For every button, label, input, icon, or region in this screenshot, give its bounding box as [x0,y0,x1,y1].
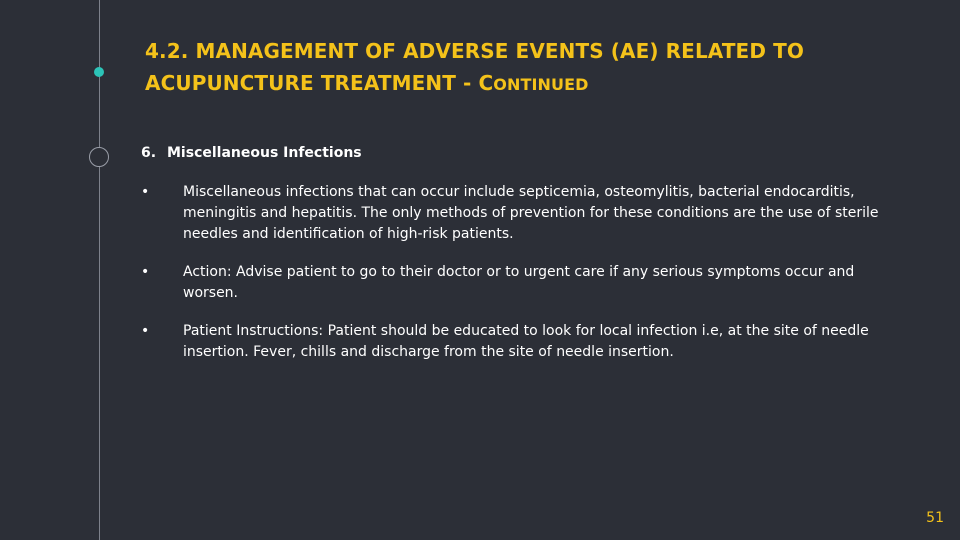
bullet-icon: • [141,184,150,200]
slide-title-main: 4.2. MANAGEMENT OF ADVERSE EVENTS (AE) RELATED TO ACUPUNCTURE TREATMENT - C [145,39,804,95]
bullet-text: Action: Advise patient to go to their doctor or to urgent care if any serious symptoms occur and worsen. [183,264,855,301]
bullet-item [141,182,901,245]
section-title: Miscellaneous Infections [167,145,362,161]
bullet-text: Miscellaneous infections that can occur include septicemia, osteomylitis, bacterial endocarditis, meningitis and hepatitis. The only methods of prevention for these conditions are the use of sterile needles and identification of high-risk patients. [183,184,879,242]
bullet-item [141,262,901,304]
bullet-item [141,321,901,363]
section-heading [141,143,362,163]
timeline-dot-icon [94,67,104,77]
slide-title [145,35,865,101]
section-number: 6. [141,145,157,161]
slide-title-smallcaps: ONTINUED [493,75,589,94]
bullet-icon: • [141,264,150,280]
page-number: 51 [926,510,944,526]
bullet-text: Patient Instructions: Patient should be educated to look for local infection i.e, at the site of needle insertion. Fever, chills and discharge from the site of needle insertion. [183,323,869,360]
timeline-line [99,0,100,540]
bullet-icon: • [141,323,150,339]
bullet-list [141,182,901,380]
timeline-ring-icon [89,147,109,167]
